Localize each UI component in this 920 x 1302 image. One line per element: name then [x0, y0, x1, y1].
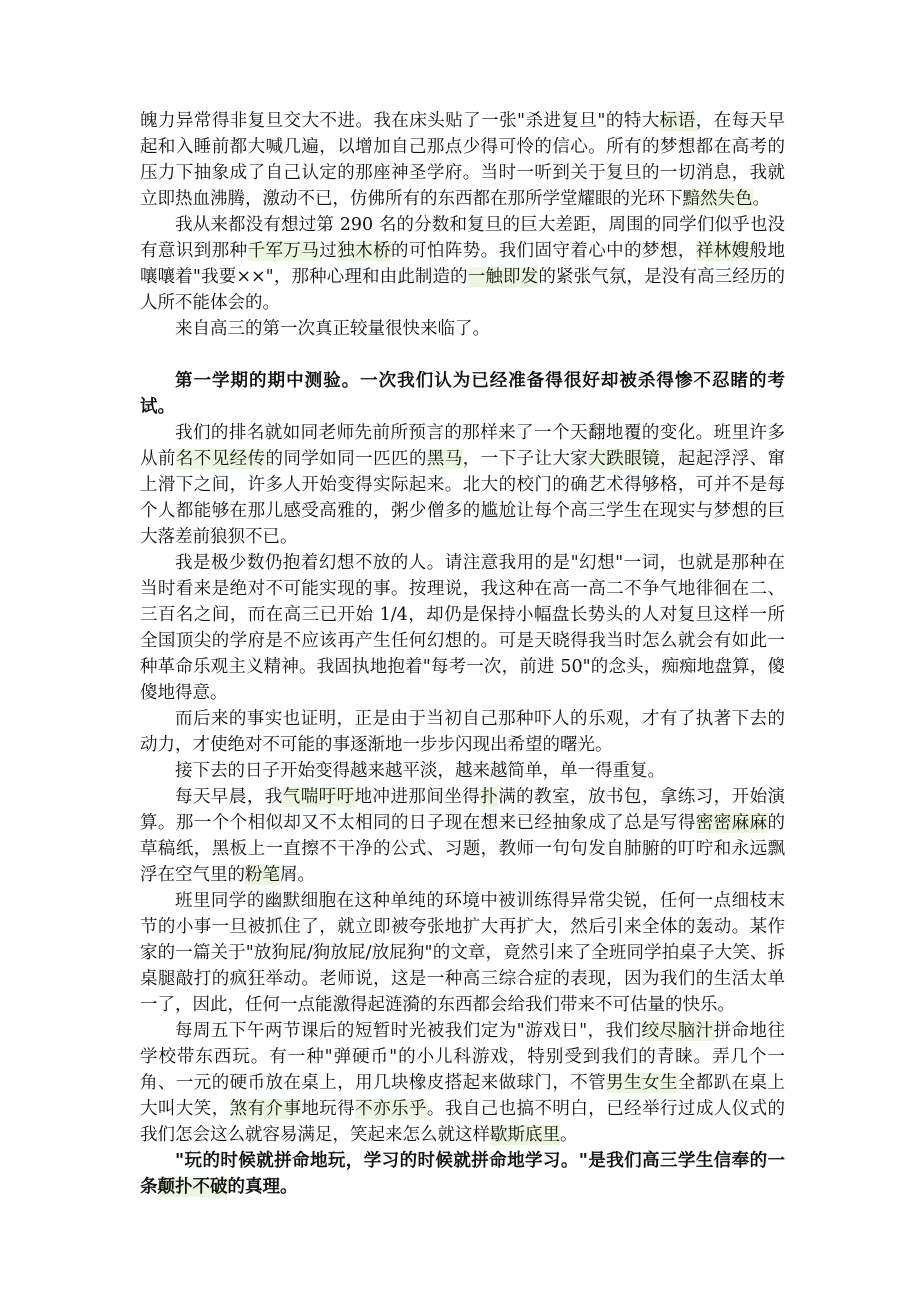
text-run: 第一学期的期中测验。一次我们认为已经准备得很好却被杀得惨不忍睹的考试。 [140, 371, 785, 417]
highlighted-phrase: 黑马 [426, 449, 463, 469]
text-run: 。 [560, 1125, 578, 1145]
text-run: 来自高三的第一次真正较量很快来临了。 [175, 319, 490, 339]
paragraph-9 [140, 784, 785, 888]
paragraph-5 [140, 420, 785, 550]
text-run: "玩的时候就拼命地玩，学习的时候就拼命地学习。"是我们高三学生信奉的一条 [140, 1151, 785, 1197]
paragraph-8 [140, 758, 785, 784]
text-run: 屑。 [280, 865, 315, 885]
text-run: 魄力异常得非复旦交大不进。我在床头贴了一张"杀进复旦"的特大 [140, 111, 660, 131]
paragraph-11 [140, 1018, 785, 1148]
highlighted-phrase: 扑 [480, 787, 499, 807]
text-run: 过 [319, 241, 338, 261]
highlighted-phrase: 标语 [659, 111, 696, 131]
highlighted-phrase: 不亦乐乎 [355, 1099, 427, 1119]
text-run: 般地嚷嚷着"我要××"，那种心理和由此制造的 [140, 241, 786, 287]
highlighted-phrase: 歇斯底里 [490, 1125, 560, 1145]
paragraph-7 [140, 706, 785, 758]
highlighted-phrase: 煞有介事 [229, 1099, 302, 1119]
text-run: 的紧张气氛，是没有高三经历的人所不能体会的。 [140, 267, 786, 313]
highlighted-phrase: 密密麻麻 [695, 813, 768, 833]
paragraph-2 [140, 212, 785, 316]
highlighted-phrase: 绞尽脑汁 [641, 1021, 714, 1041]
paragraph-12 [140, 1148, 785, 1200]
paragraph-1 [140, 108, 785, 212]
paragraph-6 [140, 550, 785, 706]
text-run: 我是极少数仍抱着幻想不放的人。请注意我用的是"幻想"一词，也就是那种在当时看来是绝对不可能实现的事。按理说，我这种在高一高二不争气地徘徊在二、三百名之间，而在高三已开始 1/4，却仍是保持小幅盘长势头的人对复旦这样一所全国顶尖的学府是不应该再产生任何幻想的。可是天晓得我当时怎么就会有如此一种革命乐观主义精神。我固执地抱着"每考一次，前进 50"的念头，痴痴地盘算，傻傻地得意。 [140, 553, 785, 703]
highlighted-phrase: 粉笔 [245, 865, 280, 885]
highlighted-phrase: 颠扑不破 [157, 1177, 228, 1197]
text-run: ，一下子让大家 [462, 449, 589, 469]
text-run: 我们的排名就如同老师先前所预言的那样来了一个天翻地覆的变化。班里许多从前 [140, 423, 785, 469]
text-run: 班里同学的幽默细胞在这种单纯的环境中被训练得异常尖锐，任何一点细枝末节的小事一旦被抓住了，就立即被夸张地扩大再扩大，然后引来全体的轰动。某作家的一篇关于"放狗屁/狗放屁/放屁狗"的文章，竟然引来了全班同学拍桌子大笑、拆桌腿敲打的疯狂举动。老师说，这是一种高三综合症的表现，因为我们的生活太单一了，因此，任何一点能激得起涟漪的东西都会给我们带来不可估量的快乐。 [140, 891, 785, 1015]
text-run: 接下去的日子开始变得越来越平淡，越来越简单，单一得重复。 [175, 761, 665, 781]
document-body [140, 108, 785, 1200]
paragraph-4 [140, 368, 785, 420]
text-run: 每周五下午两节课后的短暂时光被我们定为"游戏日"，我们 [175, 1021, 642, 1041]
text-run: 地冲进那间坐得 [354, 787, 481, 807]
text-run: 我从来都没有想过第 290 名的分数和复旦的巨大差距，周围的同学们似乎也没有意识到那种 [140, 215, 785, 261]
highlighted-phrase: 名不见经传 [175, 449, 266, 469]
text-run: ，在每天早起和入睡前都大喊几遍，以增加自己那点少得可怜的信心。所有的梦想都在高考的压力下抽象成了自己认定的那座神圣学府。当时一听到关于复旦的一切消息，我就立即热血沸腾，激动不已，仿佛所有的东西都在那所学堂耀眼的光环下 [140, 111, 786, 209]
text-run: 。我自己也搞不明白，已经举行过成人仪式的我们怎会这么就容易满足，笑起来怎么就这样 [140, 1099, 786, 1145]
text-run: 的可怕阵势。我们固守着心中的梦想， [391, 241, 696, 261]
highlighted-phrase: 独木桥 [337, 241, 392, 261]
text-run: ，起起浮浮、窜上滑下之间，许多人开始变得实际起来。北大的校门的确艺术得够格，可并不是每个人都能够在那儿感受高雅的，粥少僧多的尴尬让每个高三学生在现实与梦想的巨大落差前狼狈不已。 [140, 449, 786, 547]
highlighted-phrase: 气喘吁吁 [282, 787, 355, 807]
text-run: 全都趴在桌上大叫大笑， [140, 1073, 786, 1119]
highlighted-phrase: 千军万马 [247, 241, 320, 261]
text-run: 每天早晨，我 [175, 787, 283, 807]
text-run: 的草稿纸，黑板上一直擦不干净的公式、习题，教师一句句发自肺腑的叮咛和永远飘浮在空气里的 [140, 813, 786, 885]
text-run: 的同学如同一匹匹的 [265, 449, 427, 469]
text-run: 。 [752, 189, 770, 209]
text-run: 拼命地往学校带东西玩。有一种"弹硬币"的小儿科游戏，特别受到我们的青睐。弄几个一角、一元的硬币放在桌上，用几块橡皮搭起来做球门，不管 [140, 1021, 786, 1093]
paragraph-3 [140, 316, 785, 342]
text-run: 地玩得 [301, 1099, 356, 1119]
highlighted-phrase: 一触即发 [467, 267, 539, 287]
highlighted-phrase: 黯然失色 [682, 189, 753, 209]
text-run: 而后来的事实也证明，正是由于当初自己那种吓人的乐观，才有了执著下去的动力，才使绝对不可能的事逐渐地一步步闪现出希望的曙光。 [140, 709, 785, 755]
text-run: 满的教室，放书包，拿练习，开始演算。那一个个相似却又不太相同的日子现在想来已经抽象成了总是写得 [140, 787, 786, 833]
highlighted-phrase: 祥林嫂 [695, 241, 750, 261]
paragraph-10 [140, 888, 785, 1018]
text-run: 的真理。 [227, 1177, 298, 1197]
highlighted-phrase: 男生女生 [606, 1073, 678, 1093]
highlighted-phrase: 大跌眼镜 [588, 449, 660, 469]
